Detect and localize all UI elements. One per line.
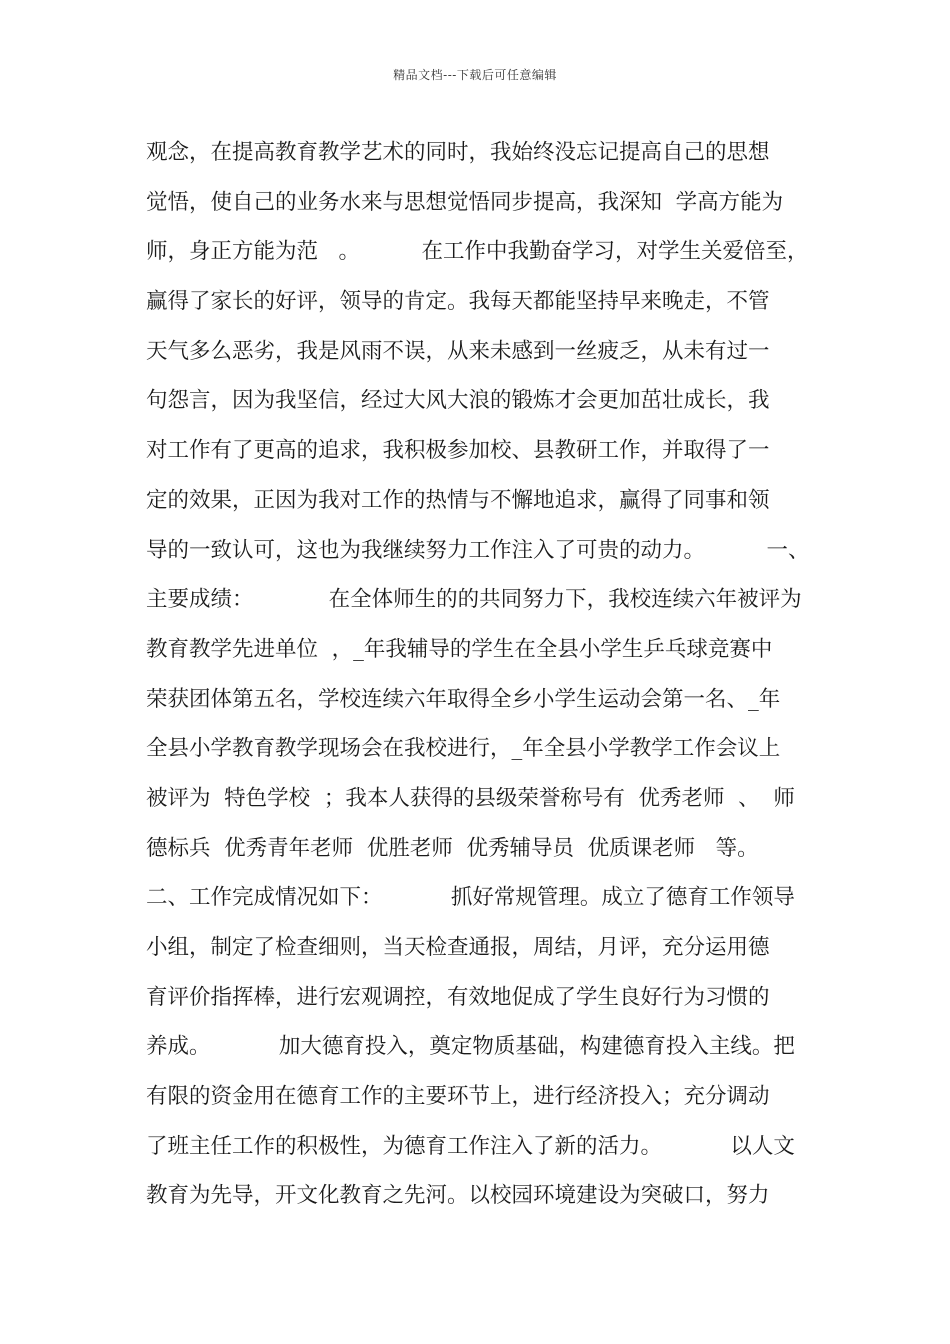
paragraph-line: 句怨言，因为我坚信，经过大风大浪的锻炼才会更加茁壮成长，我 bbox=[146, 388, 770, 414]
paragraph-line: 觉悟，使自己的业务水来与思想觉悟同步提高，我深知 学高方能为 bbox=[146, 189, 784, 215]
paragraph-line: 小组，制定了检查细则，当天检查通报，周结，月评，充分运用德 bbox=[146, 935, 770, 960]
paragraph-line: 教育教学先进单位 ，_年我辅导的学生在全县小学生乒乓球竞赛中 bbox=[146, 636, 773, 662]
paragraph-line: 主要成绩： 在全体师生的的共同努力下，我校连续六年被评为 bbox=[146, 587, 802, 613]
paragraph-line: 育评价指挥棒，进行宏观调控，有效地促成了学生良好行为习惯的 bbox=[146, 984, 770, 1010]
paragraph-line: 养成。 加大德育投入，奠定物质基础，构建德育投入主线。把 bbox=[146, 1034, 795, 1060]
paragraph-line: 被评为 特色学校 ；我本人获得的县级荣誉称号有 优秀老师 、 师 bbox=[146, 785, 795, 811]
paragraph-line: 二、工作完成情况如下： 抓好常规管理。成立了德育工作领导 bbox=[146, 885, 795, 911]
paragraph-line: 荣获团体第五名，学校连续六年取得全乡小学生运动会第一名、_年 bbox=[146, 686, 781, 712]
paragraph-line: 对工作有了更高的追求，我积极参加校、县教研工作，并取得了一 bbox=[146, 438, 770, 464]
paragraph-line: 德标兵 优秀青年老师 优胜老师 优秀辅导员 优质课老师 等。 bbox=[146, 835, 759, 861]
paragraph-line: 师，身正方能为范 。 在工作中我勤奋学习，对学生关爱倍至， bbox=[146, 239, 809, 265]
paragraph-line: 观念，在提高教育教学艺术的同时，我始终没忘记提高自己的思想 bbox=[146, 140, 770, 165]
paragraph-line: 导的一致认可，这也为我继续努力工作注入了可贵的动力。 一、 bbox=[146, 537, 810, 563]
paragraph-line: 了班主任工作的积极性，为德育工作注入了新的活力。 以人文 bbox=[146, 1133, 795, 1159]
paragraph-line: 全县小学教育教学现场会在我校进行，_年全县小学教学工作会议上 bbox=[146, 736, 781, 762]
paragraph-line: 天气多么恶劣，我是风雨不误，从来未感到一丝疲乏，从未有过一 bbox=[146, 338, 770, 364]
document-body bbox=[146, 128, 836, 1221]
paragraph-line: 定的效果，正因为我对工作的热情与不懈地追求，赢得了同事和领 bbox=[146, 487, 770, 513]
paragraph-line: 赢得了家长的好评，领导的肯定。我每天都能坚持早来晚走，不管 bbox=[146, 289, 770, 315]
paragraph-line: 教育为先导，开文化教育之先河。以校园环境建设为突破口，努力 bbox=[146, 1183, 770, 1209]
paragraph-line: 有限的资金用在德育工作的主要环节上，进行经济投入；充分调动 bbox=[146, 1084, 770, 1110]
page-header: 精品文档---下载后可任意编辑 bbox=[393, 68, 557, 82]
